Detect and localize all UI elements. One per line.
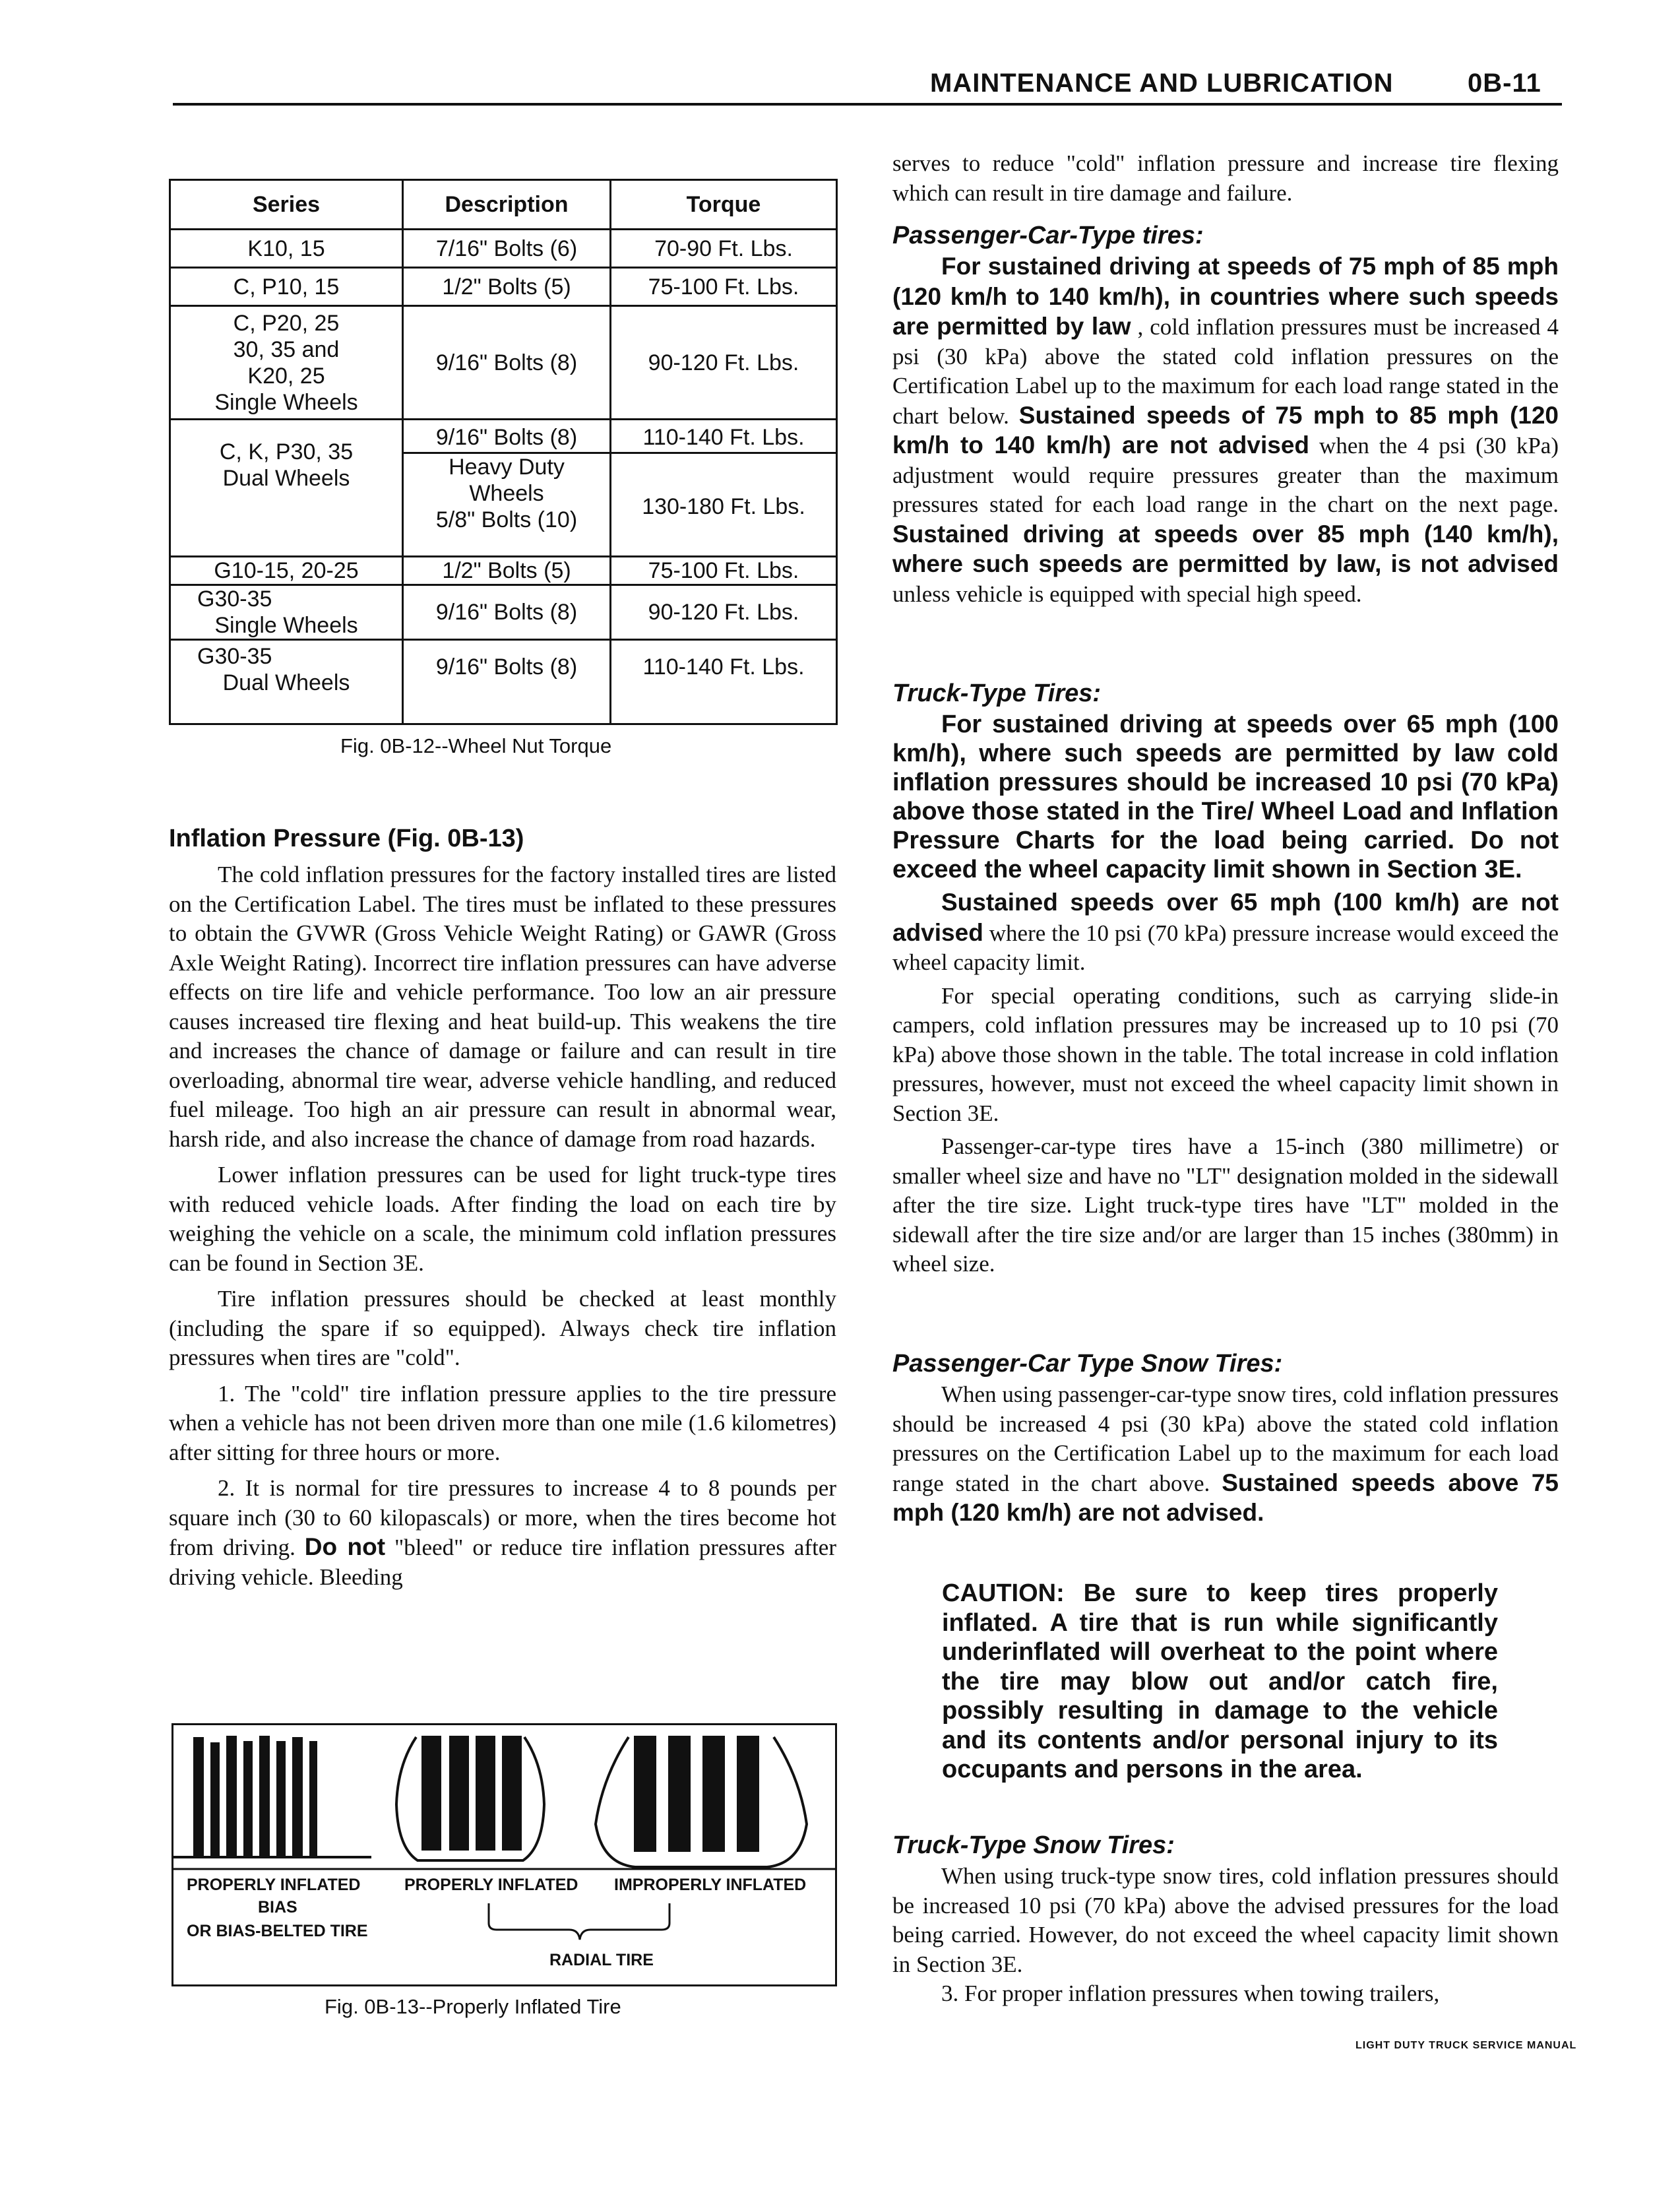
paragraph — [892, 888, 1559, 978]
column-header-torque: Torque — [611, 180, 837, 230]
series-cell: C, P10, 15 — [170, 268, 403, 306]
paragraph — [169, 1474, 836, 1592]
caution-notice: CAUTION: Be sure to keep tires properly inflated. A tire that is run while significantly underinflated will overheat to the point where the tire may blow out and/or catch fire, possibly resulting in damage to the vehicle and its contents and/or personal injury to its occupants and persons in the area. — [942, 1579, 1498, 1783]
label-improper-radial: IMPROPERLY INFLATED — [614, 1876, 807, 1894]
text-run: unless vehicle is equipped with special high speed. — [892, 581, 1362, 607]
tire-illustration — [173, 1725, 835, 1984]
description-line: 9/16" Bolts (8) — [404, 424, 609, 454]
label-bias-line3: OR BIAS-BELTED TIRE — [187, 1922, 368, 1940]
series-line: Dual Wheels — [222, 670, 350, 695]
paragraph: 1. The "cold" tire inflation pressure applies to the tire pressure when a vehicle has not been driven more than one mile (1.6 kilometres) after sitting for three hours or more. — [169, 1380, 836, 1465]
series-line: K20, 25 — [247, 363, 325, 389]
tire-inflation-figure — [171, 1723, 837, 1986]
label-radial-tire: RADIAL TIRE — [549, 1951, 654, 1969]
paragraph: Lower inflation pressures can be used for light truck-type tires with reduced vehicle loads. After finding the load on each tire by weighing the vehicle on a scale, the minimum cold inflation pressures can be found in Section 3E. — [169, 1162, 836, 1276]
text-run: when the 4 psi (30 kPa) adjustment would require pressures greater than the maximum pressures stated for each load range in the chart on the next page. — [892, 433, 1559, 517]
emphasis-text: Sustained speeds over 65 mph (100 km/h) are not advised — [892, 889, 1559, 946]
passenger-snow-text — [892, 1380, 1559, 1529]
bias-tire-tread — [193, 1736, 317, 1857]
description-cell: 9/16" Bolts (8) — [403, 585, 611, 640]
passenger-car-text — [892, 252, 1559, 609]
series-line: G30-35 — [197, 644, 272, 669]
emphasis-text: Sustained speeds above 75 mph (120 km/h) are not advised. — [892, 1469, 1559, 1526]
radial-tire-proper — [396, 1737, 544, 1860]
label-bias-line1: PROPERLY INFLATED — [187, 1876, 361, 1894]
torque-cell: 90-120 Ft. Lbs. — [611, 585, 837, 640]
table-row — [170, 557, 837, 585]
section-heading: Inflation Pressure (Fig. 0B-13) — [169, 825, 524, 852]
torque-cell: 110-140 Ft. Lbs. — [611, 640, 837, 724]
subheading-truck: Truck-Type Tires: — [892, 680, 1102, 707]
paragraph — [892, 1380, 1559, 1529]
label-bias-line2: BIAS — [258, 1898, 297, 1917]
text-run: When using passenger-car-type snow tires, cold inflation pressures should be increased 4 psi (30 kPa) above the stated cold inflation pressures on the Certification Label up to the maximum for each load range stated in the chart above. — [892, 1381, 1559, 1496]
subheading-passenger-snow: Passenger-Car Type Snow Tires: — [892, 1350, 1283, 1378]
truck-text — [892, 710, 1559, 1279]
radial-tire-improper — [596, 1737, 807, 1867]
table-row — [170, 268, 837, 306]
torque-cell: 75-100 Ft. Lbs. — [611, 557, 837, 585]
table-row — [170, 420, 837, 557]
description-cell: 9/16" Bolts (8) — [403, 306, 611, 420]
description-line: Heavy Duty — [449, 455, 565, 480]
paragraph: For special operating conditions, such as carrying slide-in campers, cold inflation pressures may be increased up to 10 psi (70 kPa) above those shown in the table. The total increase in cold inflation pressures, however, must not exceed the wheel capacity limit shown in Section 3E. — [892, 982, 1559, 1126]
description-line: 5/8" Bolts (10) — [435, 507, 578, 532]
subheading-truck-snow: Truck-Type Snow Tires: — [892, 1831, 1175, 1859]
torque-line: 130-180 Ft. Lbs. — [642, 494, 805, 519]
text-run: , cold inflation pressures must be increased 4 psi (30 kPa) above the stated cold inflation pressures on the Certification Label up to the maximum for each load range stated in the chart below. — [892, 314, 1559, 429]
text-run: "bleed" or reduce tire inflation pressures after driving vehicle. Bleeding — [169, 1535, 836, 1590]
torque-cell: 75-100 Ft. Lbs. — [611, 268, 837, 306]
text-run: where the 10 psi (70 kPa) pressure increase would exceed the wheel capacity limit. — [892, 920, 1559, 975]
subheading-passenger-car: Passenger-Car-Type tires: — [892, 222, 1204, 249]
figure-caption: Fig. 0B-12--Wheel Nut Torque — [340, 734, 612, 757]
table-header-row — [170, 180, 837, 230]
column-header-description: Description — [403, 180, 611, 230]
paragraph — [892, 252, 1559, 609]
description-cell: 9/16" Bolts (8) — [403, 640, 611, 724]
series-line: Single Wheels — [214, 389, 358, 415]
figure-caption: Fig. 0B-13--Properly Inflated Tire — [325, 1995, 621, 2018]
paragraph: Passenger-car-type tires have a 15-inch (380 millimetre) or smaller wheel size and have no "LT" designation molded in the sidewall after the tire size. Light truck-type tires have "LT" molded in the sidewall after the tire size and/or are larger than 15 inches (380mm) in wheel size. — [892, 1133, 1559, 1277]
series-line: G30-35 — [197, 586, 272, 612]
emphasis-text: For sustained driving at speeds of 75 mph of 85 mph (120 km/h to 140 km/h), in countries where such speeds are permitted by law — [892, 253, 1559, 340]
description-cell: 1/2" Bolts (5) — [403, 557, 611, 585]
description-cell — [403, 420, 611, 557]
right-column-intro — [892, 149, 1559, 208]
page-number: 0B-11 — [1468, 69, 1541, 98]
paragraph: For sustained driving at speeds over 65 mph (100 km/h), where such speeds are permitted by law cold inflation pressures should be increased 10 psi (70 kPa) above those stated in the Tire/ Wheel Load and Inflation Pressure Charts for the load being carried. Do not exceed the wheel capacity limit shown in Section 3E. — [892, 711, 1559, 883]
label-proper-radial: PROPERLY INFLATED — [404, 1876, 578, 1894]
left-column-text — [169, 860, 836, 1592]
table-row — [170, 585, 837, 640]
series-cell — [170, 420, 403, 557]
text-run: 2. It is normal for tire pressures to increase 4 to 8 pounds per square inch (30 to 60 kilopascals) or more, when the tires become hot from driving. — [169, 1475, 836, 1560]
series-line: C, P20, 25 — [233, 310, 340, 336]
description-cell: 1/2" Bolts (5) — [403, 268, 611, 306]
paragraph: Tire inflation pressures should be checked at least monthly (including the spare if so equipped). Always check tire inflation pressures when tires are "cold". — [169, 1286, 836, 1370]
torque-cell: 90-120 Ft. Lbs. — [611, 306, 837, 420]
emphasis-text: Do not — [304, 1533, 386, 1560]
series-line: C, K, P30, 35 — [219, 439, 354, 464]
emphasis-text: Sustained speeds of 75 mph to 85 mph (120 km/h to 140 km/h) are not advised — [892, 401, 1559, 459]
series-cell: G10-15, 20-25 — [170, 557, 403, 585]
series-cell — [170, 306, 403, 420]
paragraph: When using truck-type snow tires, cold inflation pressures should be increased 10 psi (70 kPa) above the advised pressures for the load being carried. However, do not exceed the wheel capacity limit shown in Section 3E. — [892, 1863, 1559, 1977]
torque-cell — [611, 420, 837, 557]
column-header-series: Series — [170, 180, 403, 230]
series-line: Dual Wheels — [222, 466, 350, 491]
torque-line: 110-140 Ft. Lbs. — [611, 424, 836, 454]
paragraph: The cold inflation pressures for the factory installed tires are listed on the Certification Label. The tires must be inflated to these pressures to obtain the GVWR (Gross Vehicle Weight Rating) or GAWR (Gross Axle Weight Rating). Incorrect tire inflation pressures can have adverse effects on tire life and vehicle performance. Too low an air pressure causes increased tire flexing and heat build-up. This weakens the tire and increases the chance of damage or failure and can result in tire overloading, abnormal tire wear, adverse vehicle handling, and reduced fuel mileage. Too high an air pressure can result in abnormal wear, harsh ride, and also increase the chance of damage from road hazards. — [169, 862, 836, 1152]
series-cell: K10, 15 — [170, 230, 403, 268]
paragraph: serves to reduce "cold" inflation pressure and increase tire flexing which can result in tire damage and failure. — [892, 150, 1559, 206]
series-cell — [170, 585, 403, 640]
footer-manual-title: LIGHT DUTY TRUCK SERVICE MANUAL — [1355, 2040, 1577, 2051]
table-row — [170, 306, 837, 420]
header-title: MAINTENANCE AND LUBRICATION — [930, 69, 1394, 98]
torque-cell: 70-90 Ft. Lbs. — [611, 230, 837, 268]
table-row — [170, 640, 837, 724]
series-line: 30, 35 and — [233, 336, 340, 362]
table-row — [170, 230, 837, 268]
series-cell — [170, 640, 403, 724]
truck-snow-text — [892, 1862, 1559, 2009]
description-cell: 7/16" Bolts (6) — [403, 230, 611, 268]
series-line: Single Wheels — [214, 613, 358, 638]
paragraph: 3. For proper inflation pressures when towing trailers, — [941, 1981, 1440, 2006]
wheel-nut-torque-table — [169, 179, 838, 725]
emphasis-text: Sustained driving at speeds over 85 mph (140 km/h), where such speeds are permitted by law, is not advised — [892, 520, 1559, 577]
description-line: Wheels — [469, 481, 544, 506]
header-rule — [173, 103, 1562, 106]
